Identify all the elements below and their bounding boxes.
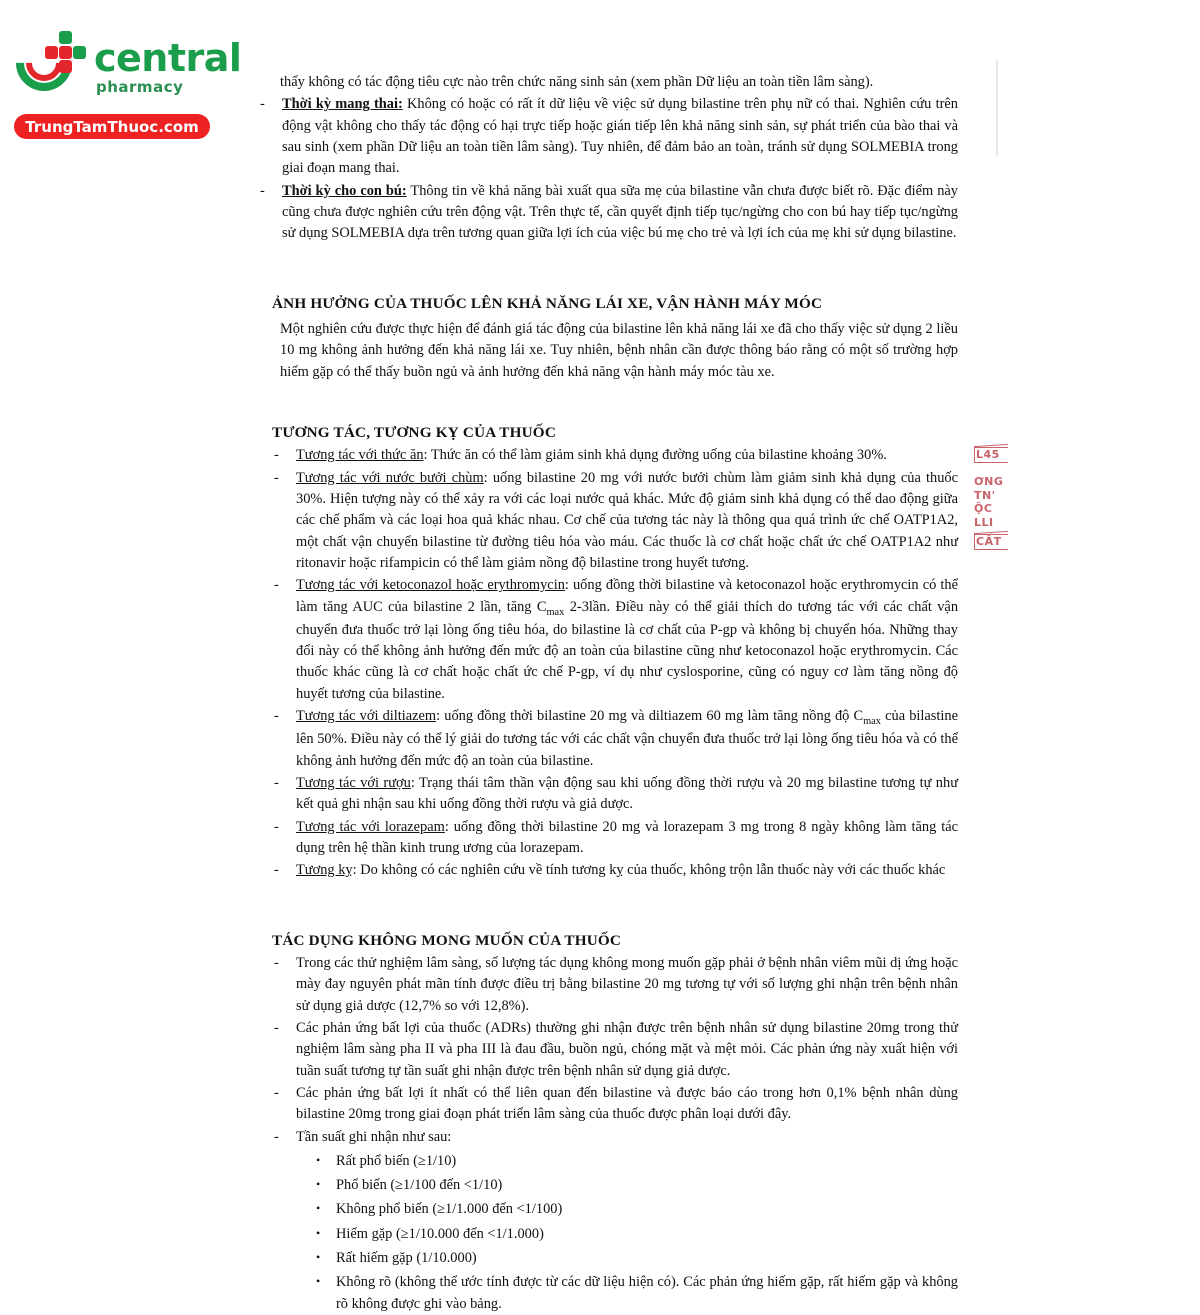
frequency-item-rare	[316, 1224, 958, 1245]
dash-bullet: -	[272, 468, 296, 575]
cmax-subscript: max	[547, 607, 565, 618]
interaction-ketoconazol-body	[296, 575, 958, 705]
stamp-line-6: CẤT	[974, 534, 1008, 550]
logo-row	[14, 28, 234, 106]
list-item-incompatibility	[272, 860, 958, 881]
interaction-diltiazem-body	[296, 706, 958, 772]
dash-bullet: -	[272, 773, 296, 816]
pregnancy-text: Không có hoặc có rất ít dữ liệu về việc sử dụng bilastine trên phụ nữ có thai. Nghiên cứu trên động vật không cho thấy tác động có hại trực tiếp hoặc gián tiếp lên khả năng sinh sản, sự phát triển của bào thai và sau sinh (xem phần Dữ liệu an toàn tiền lâm sàng). Tuy nhiên, để đảm bảo an toàn, tránh sử dụng SOLMEBIA trong giai đoạn mang thai.	[282, 96, 958, 176]
pregnancy-label: Thời kỳ mang thai:	[282, 96, 403, 112]
cross-top-square	[59, 31, 72, 44]
dash-bullet: -	[272, 575, 296, 705]
site-banner: TrungTamThuoc.com	[14, 114, 210, 139]
pregnancy-body	[282, 94, 958, 179]
frequency-text-uncommon: Không phổ biến (≥1/1.000 đến <1/100)	[336, 1199, 958, 1220]
interaction-grapefruit-text: : uống bilastine 20 mg với nước bưởi chùm làm giảm sinh khả dụng của thuốc 30%. Hiện tượng này có thể xảy ra với các loại nước quả khác. Mức độ giảm sinh khả dụng có thể dao động giữa các chế phẩm và các loại hoa quả khác nhau. Cơ chế của tương tác này là thông qua quá trình ức chế OATP1A2, một chất vận chuyển bilastine từ đường tiêu hóa vào máu. Các thuốc là cơ chất hoặc chất ức chế OATP1A2 như ritonavir hoặc rifampicin có thể làm giảm nồng độ bilastine trong huyết tương.	[296, 470, 958, 571]
section-interactions	[272, 422, 958, 882]
frequency-item-common	[316, 1175, 958, 1196]
interaction-diltiazem-label: Tương tác với diltiazem	[296, 708, 436, 724]
cross-left-square	[45, 46, 58, 59]
dot-bullet: •	[316, 1248, 336, 1269]
list-item-alcohol	[272, 773, 958, 816]
red-stamp-fragment	[974, 443, 1008, 595]
list-item-adverse-2	[272, 1018, 958, 1082]
interaction-diltiazem-text-1: : uống đồng thời bilastine 20 mg và diltiazem 60 mg làm tăng nồng độ C	[436, 708, 863, 724]
dash-bullet: -	[258, 94, 282, 179]
dot-bullet: •	[316, 1224, 336, 1245]
stamp-line-4: ỘC	[974, 502, 1008, 516]
cross-bottom-square	[59, 60, 72, 73]
cross-right-square	[73, 46, 86, 59]
adverse-text-4: Tần suất ghi nhận như sau:	[296, 1127, 958, 1148]
logo-title: central	[94, 39, 241, 77]
list-item-diltiazem	[272, 706, 958, 772]
frequency-text-unknown: Không rõ (không thể ước tính được từ các dữ liệu hiện có). Các phản ứng hiếm gặp, rất hiếm gặp và không rõ không được ghi vào bảng.	[336, 1272, 958, 1315]
dot-bullet: •	[316, 1151, 336, 1172]
cmax-subscript: max	[863, 716, 881, 727]
frequency-item-uncommon	[316, 1199, 958, 1220]
list-item-pregnancy	[258, 94, 958, 179]
adverse-text-2: Các phản ứng bất lợi của thuốc (ADRs) thường ghi nhận được trên bệnh nhân sử dụng bilastine 20mg trong thử nghiệm lâm sàng pha II và pha III là đau đầu, buồn ngủ, chóng mặt và mệt mỏi. Các phản ứng này xuất hiện với tuần suất tương tự tần suất ghi nhận được trên bệnh nhân sử dụng giả dược.	[296, 1018, 958, 1082]
dot-bullet: •	[316, 1199, 336, 1220]
dash-bullet: -	[272, 817, 296, 860]
stamp-spacer	[974, 463, 1008, 475]
breastfeeding-text: Thông tin về khả năng bài xuất qua sữa mẹ của bilastine vẫn chưa được biết rõ. Đặc điểm này cũng chưa được nghiên cứu trên động vật. Trên thực tế, cần quyết định tiếp tục/ngừng cho con bú hay tiếp tục/ngừng sử dụng SOLMEBIA dựa trên tương quan giữa lợi ích của việc bú mẹ cho trẻ và lợi ích của mẹ khi sử dụng bilastine.	[282, 183, 958, 242]
interaction-grapefruit-body	[296, 468, 958, 575]
list-item-adverse-4	[272, 1127, 958, 1148]
interaction-incompatibility-body	[296, 860, 958, 881]
logo-cross-icon	[44, 31, 88, 75]
section-adverse-heading: TÁC DỤNG KHÔNG MONG MUỐN CỦA THUỐC	[272, 930, 958, 953]
list-item-adverse-3	[272, 1083, 958, 1126]
frequency-item-very-common	[316, 1151, 958, 1172]
logo-wordmark	[94, 39, 241, 95]
interaction-ketoconazol-label: Tương tác với ketoconazol hoặc erythromycin	[296, 577, 565, 593]
list-item-adverse-1	[272, 953, 958, 1017]
interaction-incompatibility-text: : Do không có các nghiên cứu về tính tương kỵ của thuốc, không trộn lẫn thuốc này với các thuốc khác	[353, 862, 946, 878]
interaction-incompatibility-label: Tương kỵ	[296, 862, 353, 878]
interaction-ketoconazol-text-2: 2-3lần. Điều này có thể giải thích do tương tác với các chất vận chuyển đưa thuốc trở lại lòng ống tiêu hóa, do bilastine là cơ chất của P-gp và không bị chuyển hóa. Những thay đổi này có thể không ảnh hưởng đến mức độ an toàn của bilastine cũng như ketoconazol hoặc erythromycin. Các thuốc khác cũng là cơ chất hoặc chất ức chế P-gp, ví dụ như cyslosporine, cũng có nguy cơ làm tăng nồng độ huyết tương của bilastine.	[296, 599, 958, 702]
frequency-item-unknown	[316, 1272, 958, 1315]
dash-bullet: -	[272, 1018, 296, 1082]
frequency-text-rare: Hiếm gặp (≥1/10.000 đến <1/1.000)	[336, 1224, 958, 1245]
interaction-food-text: : Thức ăn có thể làm giảm sinh khả dụng đường uống của bilastine khoảng 30%.	[424, 447, 887, 463]
section-driving	[272, 293, 958, 383]
interaction-food-label: Tương tác với thức ăn	[296, 447, 424, 463]
breastfeeding-label: Thời kỳ cho con bú:	[282, 183, 407, 199]
interaction-alcohol-body	[296, 773, 958, 816]
section-driving-heading: ẢNH HƯỞNG CỦA THUỐC LÊN KHẢ NĂNG LÁI XE, VẬN HÀNH MÁY MÓC	[272, 293, 958, 316]
interaction-diltiazem-text-2: của bilastine lên 50%. Điều này có thể lý giải do tương tác với các chất vận chuyển đưa thuốc trở lại lòng ống tiêu hóa và có thể không ảnh hưởng đến mức độ an toàn của bilastine.	[296, 708, 958, 769]
dash-bullet: -	[258, 181, 282, 245]
page-edge-rule	[996, 60, 998, 156]
list-item-grapefruit	[272, 468, 958, 575]
dash-bullet: -	[272, 1127, 296, 1148]
dash-bullet: -	[272, 860, 296, 881]
interaction-lorazepam-text: : uống đồng thời bilastine 20 mg và lorazepam 3 mg trong 8 ngày không làm tăng tác dụng trên hệ thần kinh trung ương của lorazepam.	[296, 819, 958, 856]
frequency-item-very-rare	[316, 1248, 958, 1269]
document-body	[258, 72, 958, 1315]
interaction-ketoconazol-text-1: : uống đồng thời bilastine và ketoconazol hoặc erythromycin có thể làm tăng AUC của bilastine 2 lần, tăng C	[296, 577, 958, 614]
stamp-line-1: L45	[974, 447, 1008, 463]
interaction-lorazepam-label: Tương tác với lorazepam	[296, 819, 445, 835]
spacer	[258, 245, 958, 271]
breastfeeding-body	[282, 181, 958, 245]
list-item-breastfeeding	[258, 181, 958, 245]
logo-subtitle: pharmacy	[96, 80, 241, 95]
stamp-line-3: TN'	[974, 489, 1008, 503]
brand-logo-block	[14, 28, 234, 139]
interaction-lorazepam-body	[296, 817, 958, 860]
adverse-text-1: Trong các thử nghiệm lâm sàng, số lượng tác dụng không mong muốn gặp phải ở bệnh nhân viêm mũi dị ứng hoặc mày đay nguyên phát mãn tính được điều trị bằng bilastine 20 mg tương tự với số lượng ghi nhận trên bệnh nhân sử dụng giả dược (12,7% so với 12,8%).	[296, 953, 958, 1017]
interaction-alcohol-text: : Trạng thái tâm thần vận động sau khi uống đồng thời rượu và 20 mg bilastine tương tự như kết quả ghi nhận sau khi uống đồng thời rượu và giả dược.	[296, 775, 958, 812]
list-item-lorazepam	[272, 817, 958, 860]
section-adverse	[272, 930, 958, 1315]
list-item-food	[272, 445, 958, 466]
dot-bullet: •	[316, 1272, 336, 1315]
list-item-ketoconazol	[272, 575, 958, 705]
frequency-text-common: Phổ biến (≥1/100 đến <1/10)	[336, 1175, 958, 1196]
interaction-grapefruit-label: Tương tác với nước bưởi chùm	[296, 470, 484, 486]
spacer	[258, 383, 958, 400]
adverse-text-3: Các phản ứng bất lợi ít nhất có thể liên quan đến bilastine và được báo cáo trong hơn 0,1% bệnh nhân dùng bilastine 20mg trong giai đoạn phát triển lâm sàng của thuốc được phân loại dưới đây.	[296, 1083, 958, 1126]
dash-bullet: -	[272, 706, 296, 772]
dash-bullet: -	[272, 1083, 296, 1126]
dash-bullet: -	[272, 445, 296, 466]
section-interactions-heading: TƯƠNG TÁC, TƯƠNG KỴ CỦA THUỐC	[272, 422, 958, 445]
frequency-text-very-rare: Rất hiếm gặp (1/10.000)	[336, 1248, 958, 1269]
frequency-text-very-common: Rất phổ biến (≥1/10)	[336, 1151, 958, 1172]
stamp-line-5: LLI	[974, 516, 1008, 530]
interaction-food-body	[296, 445, 958, 466]
spacer	[258, 882, 958, 908]
top-paragraph: thấy không có tác động tiêu cực nào trên chức năng sinh sản (xem phần Dữ liệu an toàn tiền lâm sàng).	[280, 72, 958, 93]
section-driving-body: Một nghiên cứu được thực hiện để đánh giá tác động của bilastine lên khả năng lái xe đã cho thấy việc sử dụng 2 liều 10 mg không ảnh hưởng đến khả năng lái xe. Tuy nhiên, bệnh nhân cần được thông báo rằng có một số trường hợp hiếm gặp có thể thấy buồn ngủ và ảnh hưởng đến khả năng vận hành máy móc tàu xe.	[280, 319, 958, 383]
cross-center-square	[59, 46, 72, 59]
central-pharmacy-logo-icon	[14, 29, 90, 105]
interaction-alcohol-label: Tương tác với rượu	[296, 775, 411, 791]
dash-bullet: -	[272, 953, 296, 1017]
stamp-line-2: ƠNG	[974, 475, 1008, 489]
dot-bullet: •	[316, 1175, 336, 1196]
